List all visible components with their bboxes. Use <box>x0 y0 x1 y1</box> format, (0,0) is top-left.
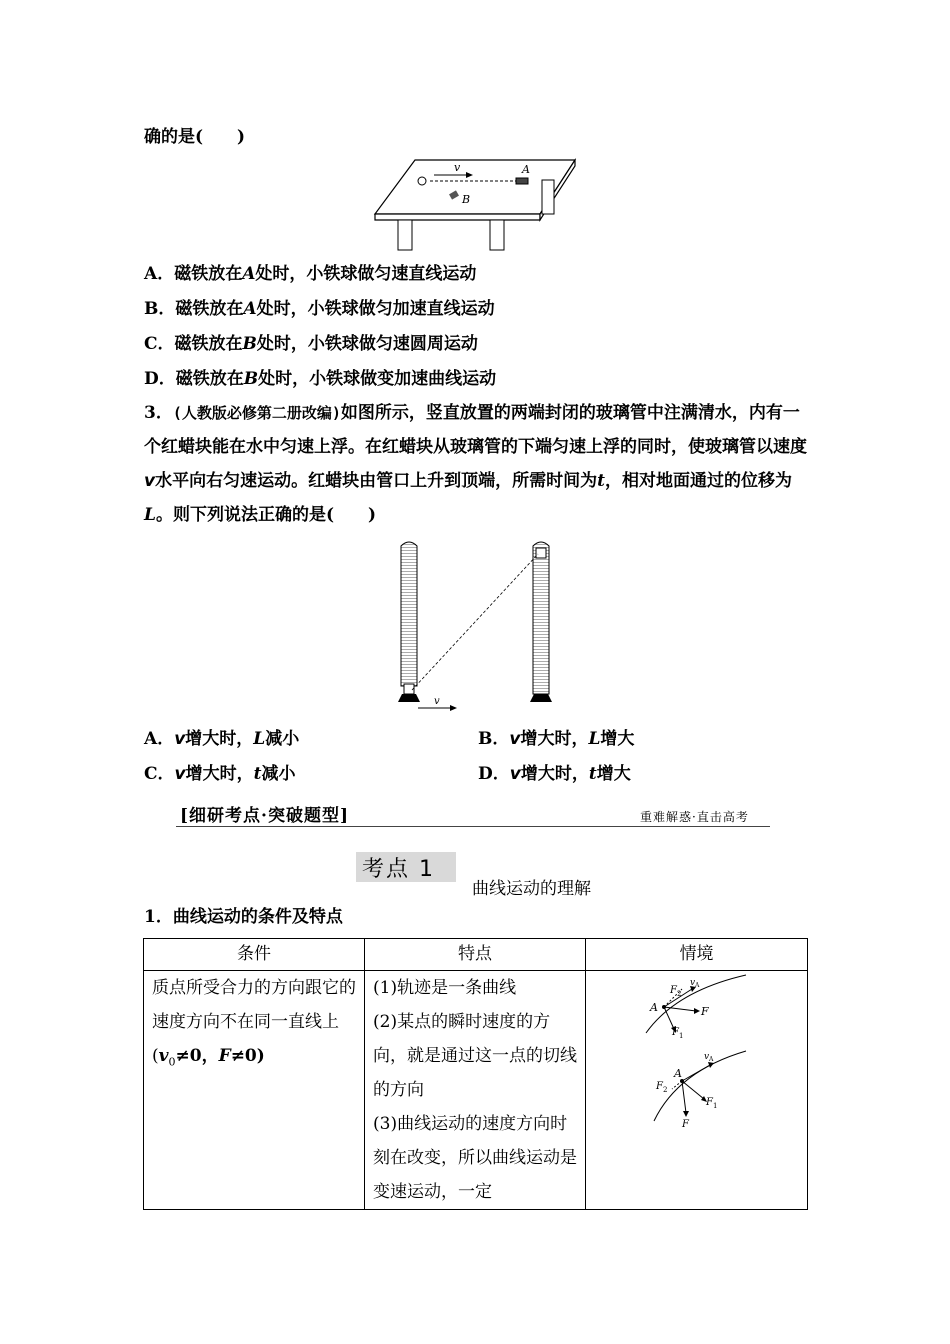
kaodian-label: 考点 1 <box>362 857 435 882</box>
svg-text:A: A <box>709 1056 714 1063</box>
svg-text:v: v <box>704 1052 710 1062</box>
sub1-title: 1．曲线运动的条件及特点 <box>144 907 343 927</box>
svg-text:v: v <box>690 978 696 988</box>
condition-cell: 质点所受合力的方向跟它的速度方向不在同一直线上($v_0\ne 0$，F≠0) <box>144 971 365 1210</box>
svg-text:2: 2 <box>677 990 682 998</box>
kaodian-title: 曲线运动的理解 <box>472 879 591 899</box>
fig1-a-label: A <box>522 163 530 176</box>
svg-text:F: F <box>670 985 677 996</box>
q3-option-b[interactable]: B．v增大时，L增大 <box>478 729 635 749</box>
q2-option-a[interactable]: A．磁铁放在A处时，小铁球做匀速直线运动 <box>144 264 477 284</box>
table-header-row <box>144 939 808 971</box>
features-cell <box>365 971 586 1210</box>
q2-option-d[interactable]: D．磁铁放在B处时，小铁球做变加速曲线运动 <box>144 369 497 389</box>
svg-text:A: A <box>695 982 700 989</box>
svg-text:A: A <box>674 1067 682 1080</box>
svg-text:F: F <box>701 1005 709 1018</box>
tube-figure <box>390 540 560 712</box>
iron-ball <box>418 177 426 185</box>
section-bar-title: [细研考点·突破题型] <box>180 806 350 826</box>
section-bar-rule <box>176 826 770 827</box>
fig2-v-label: v <box>434 696 440 707</box>
svg-text:F: F <box>682 1119 689 1130</box>
svg-text:1: 1 <box>679 1032 684 1040</box>
section-bar-subtitle: 重难解惑·直击高考 <box>640 810 749 824</box>
header-condition: 条件 <box>144 939 365 971</box>
header-features: 特点 <box>365 939 586 971</box>
svg-text:F: F <box>672 1027 679 1038</box>
q3-option-d[interactable]: D．v增大时，t增大 <box>478 764 631 784</box>
table-row <box>144 971 808 1210</box>
fig1-v-label: v <box>454 161 461 174</box>
svg-text:1: 1 <box>713 1102 718 1110</box>
feature-item: (1)轨迹是一条曲线 <box>373 978 517 998</box>
curve-motion-table <box>143 938 808 1210</box>
force-diagram <box>586 971 808 1131</box>
svg-text:F: F <box>706 1097 713 1108</box>
header-scene: 情境 <box>586 939 808 971</box>
svg-text:2: 2 <box>663 1086 668 1094</box>
q2-option-c[interactable]: C．磁铁放在B处时，小铁球做匀速圆周运动 <box>144 334 478 354</box>
q3-stem: 3．(人教版必修第二册改编)如图所示，竖直放置的两端封闭的玻璃管中注满清水，内有一个红蜡块能在水中匀速上浮。在红蜡块从玻璃管的下端匀速上浮的同时，使玻璃管以速度v水平向右匀速运动。红蜡块由管口上升到顶端，所需时间为t，相对地面通过的位移为L。则下列说法正确的是( ) <box>144 403 807 525</box>
intro-text: 确的是( ) <box>144 127 246 147</box>
feature-item: (3)曲线运动的速度方向时刻在改变，所以曲线运动是变速运动，一定 <box>373 1114 577 1202</box>
magnet-a <box>516 178 528 184</box>
table-figure <box>370 158 580 254</box>
scene-cell <box>586 971 808 1210</box>
svg-text:A: A <box>650 1001 658 1014</box>
svg-text:F: F <box>656 1081 663 1092</box>
q3-option-a[interactable]: A．v增大时，L减小 <box>144 729 300 749</box>
fig1-b-label: B <box>462 193 471 206</box>
feature-item: (2)某点的瞬时速度的方向，就是通过这一点的切线的方向 <box>373 1012 577 1100</box>
q2-option-b[interactable]: B．磁铁放在A处时，小铁球做匀加速直线运动 <box>144 299 495 319</box>
q3-option-c[interactable]: C．v增大时，t减小 <box>144 764 296 784</box>
